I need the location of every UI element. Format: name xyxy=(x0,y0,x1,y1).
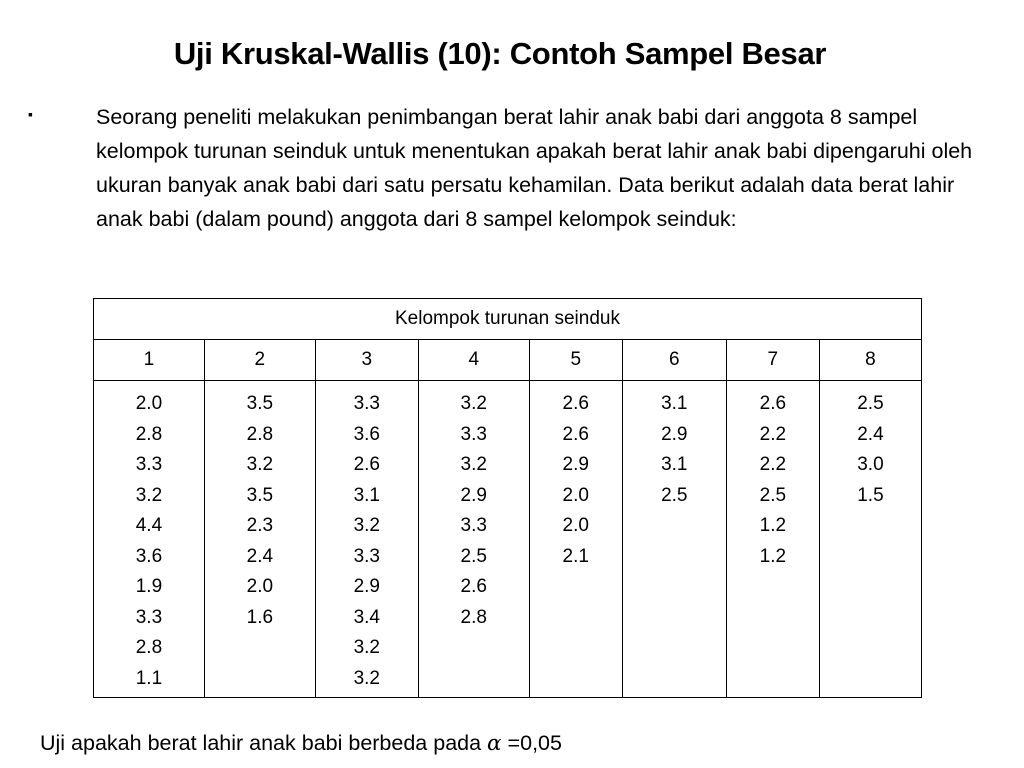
table-cell: 2.6 xyxy=(460,576,487,597)
column-values xyxy=(315,381,418,698)
table-cell: 2.5 xyxy=(661,484,688,506)
table-cell: 3.1 xyxy=(661,454,688,475)
table-cell: 2.6 xyxy=(353,454,380,475)
column-header-8: 8 xyxy=(819,340,921,381)
table-column-numbers-row xyxy=(94,340,922,381)
alpha-symbol: α xyxy=(487,731,502,756)
table-cell: 2.2 xyxy=(759,423,787,445)
table-cell: 3.1 xyxy=(353,484,380,506)
table-cell: 1.1 xyxy=(135,667,163,689)
column-header-7: 7 xyxy=(726,340,819,381)
table-cell: 2.3 xyxy=(246,515,274,536)
table-cell: 3.2 xyxy=(135,484,163,506)
table-cell: 3.3 xyxy=(135,454,163,475)
table-cell: 3.6 xyxy=(353,423,380,445)
table-cell: 3.0 xyxy=(857,454,884,475)
table-cell: 1.2 xyxy=(759,545,787,567)
table-cell: 2.8 xyxy=(460,606,487,628)
table-cell: 2.6 xyxy=(562,423,589,445)
table-cell: 1.5 xyxy=(857,484,884,506)
slide-title: Uji Kruskal-Wallis (10): Contoh Sampel Besar xyxy=(173,36,827,71)
table-cell: 3.6 xyxy=(135,545,163,567)
column-header-1: 1 xyxy=(94,340,205,381)
table-cell: 3.5 xyxy=(246,393,274,414)
table-cell: 3.5 xyxy=(246,484,274,506)
table-cell: 2.8 xyxy=(246,423,274,445)
table-cell: 3.2 xyxy=(460,454,487,475)
table-cell: 2.0 xyxy=(562,484,589,506)
table-cell: 3.3 xyxy=(135,606,163,628)
table-cell: 2.2 xyxy=(759,454,787,475)
birth-weight-table xyxy=(93,298,922,698)
table-cell: 2.9 xyxy=(562,454,589,475)
footer-suffix: =0,05 xyxy=(501,731,562,755)
table-cell: 1.2 xyxy=(759,515,787,536)
table-cell: 2.5 xyxy=(759,484,787,506)
table-cell: 2.4 xyxy=(246,545,274,567)
table-cell: 3.4 xyxy=(353,606,380,628)
footer-question xyxy=(40,731,562,756)
table-group-header: Kelompok turunan seinduk xyxy=(94,299,922,340)
table-cell: 3.2 xyxy=(353,515,380,536)
column-values xyxy=(204,381,315,698)
column-values xyxy=(418,381,529,698)
table-cell: 4.4 xyxy=(135,515,163,536)
table-cell: 2.6 xyxy=(759,393,787,414)
table-cell: 3.3 xyxy=(460,515,487,536)
table-cell: 2.9 xyxy=(353,576,380,597)
column-values xyxy=(529,381,622,698)
table-cell: 2.4 xyxy=(857,423,884,445)
table-cell: 2.5 xyxy=(857,393,884,414)
footer-prefix: Uji apakah berat lahir anak babi berbeda pada xyxy=(40,731,488,755)
column-header-3: 3 xyxy=(315,340,418,381)
table-cell: 3.2 xyxy=(460,393,487,414)
column-values xyxy=(622,381,726,698)
table-cell: 2.1 xyxy=(562,545,589,567)
table-cell: 2.5 xyxy=(460,545,487,567)
table-cell: 1.6 xyxy=(246,606,274,628)
table-cell: 2.0 xyxy=(562,515,589,536)
table-cell: 3.3 xyxy=(460,423,487,445)
table-cell: 2.6 xyxy=(562,393,589,414)
column-header-4: 4 xyxy=(418,340,529,381)
table-cell: 3.3 xyxy=(353,545,380,567)
column-header-5: 5 xyxy=(529,340,622,381)
table-cell: 1.9 xyxy=(135,576,163,597)
table-cell: 3.2 xyxy=(353,667,380,689)
table-cell: 2.9 xyxy=(460,484,487,506)
column-values xyxy=(726,381,819,698)
table-cell: 2.8 xyxy=(135,423,163,445)
table-cell: 3.1 xyxy=(661,393,688,414)
table-header-row xyxy=(94,299,922,340)
table-cell: 2.0 xyxy=(135,393,163,414)
table-cell: 3.2 xyxy=(246,454,274,475)
table-cell: 3.3 xyxy=(353,393,380,414)
column-values xyxy=(819,381,921,698)
table-cell: 2.0 xyxy=(246,576,274,597)
table-cell: 3.2 xyxy=(353,637,380,658)
table-cell: 2.8 xyxy=(135,637,163,658)
column-values xyxy=(94,381,205,698)
square-bullet-icon: ▪ xyxy=(28,106,33,122)
table-values-row xyxy=(94,381,922,698)
column-header-2: 2 xyxy=(204,340,315,381)
column-header-6: 6 xyxy=(622,340,726,381)
bullet-text: Seorang peneliti melakukan penimbangan berat lahir anak babi dari anggota 8 sampel kelompok turunan seinduk untuk menentukan apakah berat lahir anak babi dipengaruhi oleh ukuran banyak anak babi dari satu persatu kehamilan. Data berikut adalah data berat lahir anak babi (dalam pound) anggota dari 8 sampel kelompok seinduk: xyxy=(96,105,973,231)
table-cell: 2.9 xyxy=(661,423,688,445)
